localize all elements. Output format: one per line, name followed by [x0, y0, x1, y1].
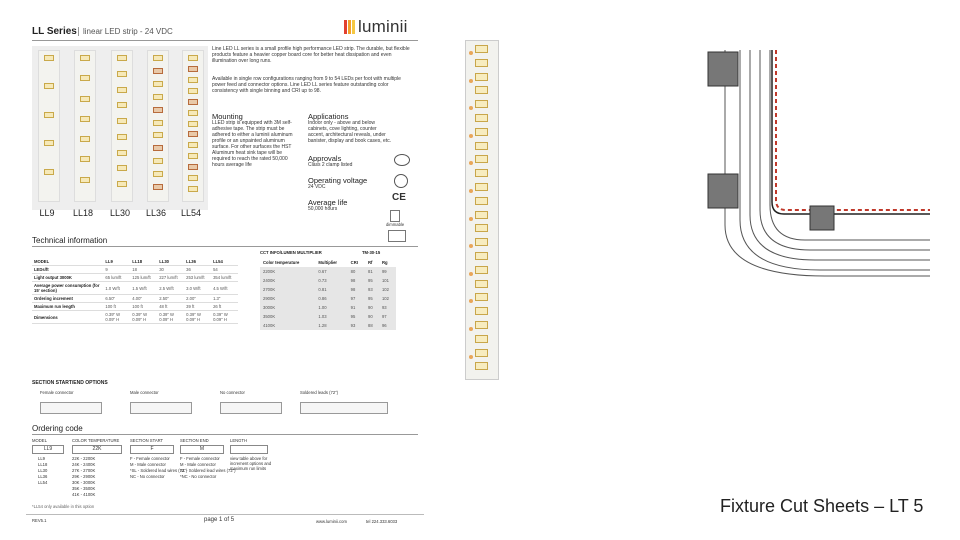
- section-options-title: SECTION START/END OPTIONS: [32, 380, 108, 386]
- cct-cell: 97: [348, 294, 365, 303]
- ordering-option: LL18: [38, 462, 48, 467]
- cct-cell: 93: [365, 285, 379, 294]
- led-chip: [80, 96, 90, 102]
- tech-cell: 0.39" W 0.09" H: [184, 311, 211, 324]
- led-chip: [153, 184, 163, 190]
- led-chip: [44, 112, 54, 118]
- approvals-text: Class 2 clamp listed: [308, 162, 353, 168]
- led-chip: [153, 158, 163, 164]
- led-chip: [117, 150, 127, 156]
- ordering-option: *NC - No connector: [180, 474, 217, 479]
- etl-listed-icon: [394, 174, 408, 188]
- led-chip: [153, 120, 163, 126]
- ordering-header: MODEL: [32, 438, 47, 443]
- tech-cell: 125 lum/ft: [130, 274, 157, 282]
- series-subtitle: linear LED strip - 24 VDC: [78, 27, 173, 36]
- soldered-leads-diagram: [300, 402, 388, 414]
- led-chip: [153, 132, 163, 138]
- cct-table-header: [260, 258, 396, 267]
- tech-table: [32, 258, 238, 324]
- led-chip: [475, 197, 488, 205]
- led-chip: [153, 55, 163, 61]
- solder-pad: [469, 244, 473, 248]
- tech-cell: 4.00": [130, 295, 157, 303]
- revision: REV5.1: [32, 518, 47, 523]
- operating-text: 24 VDC: [308, 184, 326, 190]
- led-chip: [475, 224, 488, 232]
- tech-cell: 253 lum/ft: [184, 274, 211, 282]
- cct-cell: 97: [379, 312, 396, 321]
- phone: tel 224.333.6033: [366, 519, 398, 524]
- tech-cell: 9: [103, 266, 130, 274]
- strip-photo: [147, 50, 169, 202]
- tech-cell: 2.50": [157, 295, 184, 303]
- solder-pad: [469, 51, 473, 55]
- table-row: [260, 267, 396, 276]
- led-chip: [117, 134, 127, 140]
- mounting-text: LLED strip is equipped with 3M self-adhesive tape. The strip must be adhered to either a luminii aluminum profile or an unpainted aluminum surface. For other surfaces the HST Aluminum heat sink tape will be required to reach the rated 50,000 hours average life: [212, 120, 293, 168]
- ordering-option: LL9: [38, 456, 45, 461]
- cct-cell: 1.28: [315, 321, 347, 330]
- led-chip: [188, 66, 198, 72]
- male-connector-diagram: [130, 402, 192, 414]
- led-chip: [475, 128, 488, 136]
- tech-header-cell: LL30: [157, 258, 184, 266]
- tech-cell: 30: [157, 266, 184, 274]
- tech-cell: 2.5 W/ft: [157, 282, 184, 295]
- ordering-option: 24K - 2400K: [72, 462, 96, 467]
- ordering-option: LL54: [38, 480, 48, 485]
- strip-label: LL9: [39, 208, 55, 218]
- cct-cell: 0.81: [315, 285, 347, 294]
- ul-listed-icon: [394, 154, 410, 166]
- section-option-label: Female connector: [40, 390, 74, 395]
- tech-header-cell: LL54: [211, 258, 238, 266]
- solder-pad: [469, 189, 473, 193]
- solder-pad: [469, 327, 473, 331]
- led-chip: [475, 114, 488, 122]
- tech-cell: 65 lum/ft: [103, 274, 130, 282]
- cct-cell: 102: [379, 294, 396, 303]
- solder-pad: [469, 161, 473, 165]
- led-chip: [188, 131, 198, 137]
- ordering-code-box: LL9: [32, 445, 64, 454]
- ordering-option: 29K - 2900K: [72, 474, 96, 479]
- cct-header-cell: CRI: [350, 260, 358, 265]
- led-chip: [117, 87, 127, 93]
- led-chip: [80, 156, 90, 162]
- tech-cell: 1.5 W/ft: [130, 282, 157, 295]
- solder-pad: [469, 134, 473, 138]
- table-row: [260, 303, 396, 312]
- ordering-header: COLOR TEMPERATURE: [72, 438, 120, 443]
- cct-cell: 98: [348, 285, 365, 294]
- tech-cell: 54: [211, 266, 238, 274]
- strip-photo: [74, 50, 96, 202]
- mounting-heading: Mounting: [212, 112, 243, 121]
- led-chip: [475, 73, 488, 81]
- cct-table: [260, 258, 396, 330]
- led-chip: [80, 116, 90, 122]
- corner-install-diagram: [700, 40, 940, 280]
- tech-cell: 0.39" W 0.09" H: [103, 311, 130, 324]
- led-chip: [188, 164, 198, 170]
- table-row: [32, 295, 238, 303]
- ordering-code-box: M: [180, 445, 224, 454]
- led-chip: [475, 45, 488, 53]
- cct-cell: 93: [348, 321, 365, 330]
- cct-cell: 95: [365, 294, 379, 303]
- tech-cell: 0.39" W 0.09" H: [157, 311, 184, 324]
- led-chip: [475, 252, 488, 260]
- life-heading: Average life: [308, 198, 348, 207]
- ordering-header: LENGTH: [230, 438, 247, 443]
- cct-header-cell: Rg: [381, 260, 388, 265]
- ordering-option: LL30: [38, 468, 48, 473]
- ordering-option: M - Male connector: [180, 462, 216, 467]
- intro-paragraph: Line LED LL series is a small profile high performance LED strip. The durable, but flexible products feature a heavier copper board core for better heat dissipation and even illumination over long runs.: [212, 46, 410, 64]
- tech-cell: 26 ft: [211, 303, 238, 311]
- ordering-option: 41K - 4100K: [72, 492, 96, 497]
- dimmable-label: dimmable: [386, 222, 405, 227]
- led-chip: [475, 211, 488, 219]
- ordering-code-box: 22K: [72, 445, 122, 454]
- tech-cell: 48 ft: [157, 303, 184, 311]
- led-chip: [188, 55, 198, 61]
- led-chip: [44, 140, 54, 146]
- table-row: [260, 312, 396, 321]
- cct-cell: 2200K: [260, 267, 315, 276]
- strip-label: LL18: [72, 208, 94, 218]
- led-chip: [153, 107, 163, 113]
- cct-cell: 90: [365, 312, 379, 321]
- ordering-option: 22K - 2200K: [72, 456, 96, 461]
- brand-logo: [344, 17, 408, 37]
- ce-mark-icon: CE: [392, 192, 406, 203]
- led-chip: [188, 153, 198, 159]
- solder-pad: [469, 299, 473, 303]
- solder-pad: [469, 272, 473, 276]
- ordering-option: LL36: [38, 474, 48, 479]
- table-row: [32, 303, 238, 311]
- footer-divider: [26, 514, 424, 515]
- applications-text: Indoor only - above and below cabinets, cove lighting, counter accent, architectural reveals, under banister, display and book cases, etc.: [308, 120, 392, 144]
- tech-cell: 0.39" W 0.09" H: [130, 311, 157, 324]
- led-strip-closeup: [465, 40, 499, 380]
- ordering-code-box: [230, 445, 268, 454]
- ordering-option: F - Female connector: [130, 456, 170, 461]
- ordering-option: SL - Soldered lead wires (72"): [180, 468, 236, 473]
- cct-cell: 2700K: [260, 285, 315, 294]
- solder-pad: [469, 79, 473, 83]
- table-row: [32, 274, 238, 282]
- section-option-label: Male connector: [130, 390, 159, 395]
- led-chip: [475, 349, 488, 357]
- tech-cell: 39 ft: [184, 303, 211, 311]
- led-chip: [117, 181, 127, 187]
- ordering-code-box: F: [130, 445, 174, 454]
- led-chip: [475, 280, 488, 288]
- brand-name: luminii: [358, 17, 408, 36]
- led-chip: [475, 335, 488, 343]
- ordering-option: F - Female connector: [180, 456, 220, 461]
- cct-title: CCT INFO/LUMEN MULTIPLIER: [260, 250, 322, 255]
- led-chip: [475, 155, 488, 163]
- ordering-length-note: view table above for increment options and maximum run limits: [230, 456, 272, 471]
- approvals-heading: Approvals: [308, 154, 342, 163]
- page-number: page 1 of 5: [204, 517, 235, 523]
- table-row: [32, 266, 238, 274]
- led-chip: [44, 83, 54, 89]
- led-chip: [188, 121, 198, 127]
- cct-cell: 98: [348, 276, 365, 285]
- tech-header-cell: LL9: [103, 258, 130, 266]
- slide-caption: Fixture Cut Sheets – LT 5: [720, 496, 924, 516]
- cct-tm30: TM-30-15: [362, 250, 381, 255]
- led-chip: [117, 102, 127, 108]
- led-chip: [80, 75, 90, 81]
- ordering-option: 30K - 3000K: [72, 480, 96, 485]
- led-chip: [153, 171, 163, 177]
- strip-photo: [111, 50, 133, 202]
- tech-header-cell: LL18: [130, 258, 157, 266]
- series-title: LL Series: [32, 26, 77, 37]
- ordering-header: SECTION END: [180, 438, 209, 443]
- cct-cell: 80: [348, 267, 365, 276]
- cct-cell: 2400K: [260, 276, 315, 285]
- cct-cell: 0.67: [315, 267, 347, 276]
- led-chip: [188, 77, 198, 83]
- tech-cell: 100 ft: [103, 303, 130, 311]
- led-chip: [117, 55, 127, 61]
- tech-title: Technical information: [32, 236, 108, 245]
- strip-label: LL36: [145, 208, 167, 218]
- tech-cell: 0.39" W 0.09" H: [211, 311, 238, 324]
- led-chip: [44, 169, 54, 175]
- cct-cell: 95: [348, 312, 365, 321]
- ordering-divider: [32, 434, 418, 435]
- cct-cell: 4100K: [260, 321, 315, 330]
- cct-cell: 102: [379, 285, 396, 294]
- header-divider: [32, 40, 418, 41]
- table-row: [260, 294, 396, 303]
- cct-cell: 0.86: [315, 294, 347, 303]
- cct-cell: 1.00: [315, 303, 347, 312]
- cct-header-cell: Rf: [367, 260, 373, 265]
- tech-cell: LEDs/ft: [32, 266, 103, 274]
- life-text: 50,000 hours: [308, 206, 338, 212]
- ordering-option: M - Male connector: [130, 462, 166, 467]
- led-chip: [117, 165, 127, 171]
- ordering-title: Ordering code: [32, 424, 83, 433]
- cct-cell: 2900K: [260, 294, 315, 303]
- ordering-option: *SL - Soldered lead wires (72"): [130, 468, 188, 473]
- tech-divider: [32, 246, 418, 247]
- tech-header-cell: MODEL: [32, 258, 103, 266]
- led-chip: [80, 55, 90, 61]
- led-chip: [475, 86, 488, 94]
- led-chip: [117, 71, 127, 77]
- led-chip: [475, 266, 488, 274]
- cct-cell: 91: [348, 303, 365, 312]
- table-row: [32, 311, 238, 324]
- led-chip: [475, 362, 488, 370]
- tech-table-header: [32, 258, 238, 266]
- cct-cell: 95: [365, 276, 379, 285]
- intro-paragraph: Available in single row configurations ranging from 9 to 54 LEDs per foot with multiple power feed and connector options. Line LED LL series feature outstanding color consistency with single binning and CRI up to 98.: [212, 76, 401, 94]
- tech-cell: 227 lum/ft: [157, 274, 184, 282]
- tech-cell: 6.50": [103, 295, 130, 303]
- ordering-option: 35K - 3500K: [72, 486, 96, 491]
- table-row: [260, 276, 396, 285]
- applications-heading: Applications: [308, 112, 349, 121]
- strip-label: LL54: [180, 208, 202, 218]
- cct-cell: 81: [365, 267, 379, 276]
- cct-cell: 1.03: [315, 312, 347, 321]
- led-chip: [475, 238, 488, 246]
- cct-cell: 3500K: [260, 312, 315, 321]
- tech-cell: Ordering increment: [32, 295, 103, 303]
- led-chip: [475, 169, 488, 177]
- tech-cell: 18: [130, 266, 157, 274]
- led-chip: [80, 136, 90, 142]
- section-option-label: Soldered leads (72"): [300, 390, 339, 395]
- dimmable-icon: [390, 210, 400, 222]
- cct-cell: 101: [379, 276, 396, 285]
- section-option-label: No connector: [220, 390, 245, 395]
- strip-photo: [182, 50, 204, 202]
- tech-cell: Dimensions: [32, 311, 103, 324]
- footnote: *LL54 only available in this option: [32, 504, 95, 509]
- website: www.luminii.com: [316, 519, 347, 524]
- table-row: [260, 321, 396, 330]
- led-chip: [188, 142, 198, 148]
- led-chip: [475, 321, 488, 329]
- tech-cell: Light output 3000K: [32, 274, 103, 282]
- solder-pad: [469, 355, 473, 359]
- led-chip: [153, 68, 163, 74]
- tech-cell: 1.3": [211, 295, 238, 303]
- led-chip: [475, 100, 488, 108]
- cct-cell: 0.73: [315, 276, 347, 285]
- tech-cell: 100 ft: [130, 303, 157, 311]
- strip-photo: [38, 50, 60, 202]
- led-chip: [475, 293, 488, 301]
- led-chip: [188, 175, 198, 181]
- cct-cell: 96: [379, 321, 396, 330]
- led-chip: [117, 118, 127, 124]
- cct-cell: 93: [379, 303, 396, 312]
- tech-cell: 1.0 W/ft: [103, 282, 130, 295]
- tech-cell: 4.5 W/ft: [211, 282, 238, 295]
- ordering-header: SECTION START: [130, 438, 164, 443]
- led-chip: [475, 183, 488, 191]
- cct-header-cell: Multiplier: [318, 260, 338, 265]
- cct-cell: 90: [365, 303, 379, 312]
- tech-cell: 2.00": [184, 295, 211, 303]
- tech-cell: Maximum run length: [32, 303, 103, 311]
- solder-pad: [469, 217, 473, 221]
- led-chip: [153, 81, 163, 87]
- tech-cell: 354 lum/ft: [211, 274, 238, 282]
- cct-header-cell: Color temperature: [263, 260, 300, 265]
- cct-cell: 99: [379, 267, 396, 276]
- led-chip: [188, 88, 198, 94]
- led-chip: [44, 55, 54, 61]
- table-row: [32, 282, 238, 295]
- operating-heading: Operating voltage: [308, 176, 368, 185]
- ordering-option: 27K - 2700K: [72, 468, 96, 473]
- cct-cell: 3000K: [260, 303, 315, 312]
- led-chip: [153, 94, 163, 100]
- led-chip: [188, 186, 198, 192]
- led-chip: [475, 142, 488, 150]
- no-connector-diagram: [220, 402, 282, 414]
- class2-badge-icon: [388, 230, 406, 242]
- led-chip: [475, 59, 488, 67]
- led-chip: [475, 307, 488, 315]
- cct-cell: 88: [365, 321, 379, 330]
- led-chip: [188, 99, 198, 105]
- tech-cell: 3.0 W/ft: [184, 282, 211, 295]
- led-chip: [188, 110, 198, 116]
- table-row: [260, 285, 396, 294]
- female-connector-diagram: [40, 402, 102, 414]
- led-chip: [153, 145, 163, 151]
- led-chip: [80, 177, 90, 183]
- ordering-option: NC - No connector: [130, 474, 165, 479]
- tech-header-cell: LL36: [184, 258, 211, 266]
- tech-cell: 36: [184, 266, 211, 274]
- solder-pad: [469, 106, 473, 110]
- tech-cell: Average power consumption (for 15' section): [32, 282, 103, 295]
- strip-label: LL30: [109, 208, 131, 218]
